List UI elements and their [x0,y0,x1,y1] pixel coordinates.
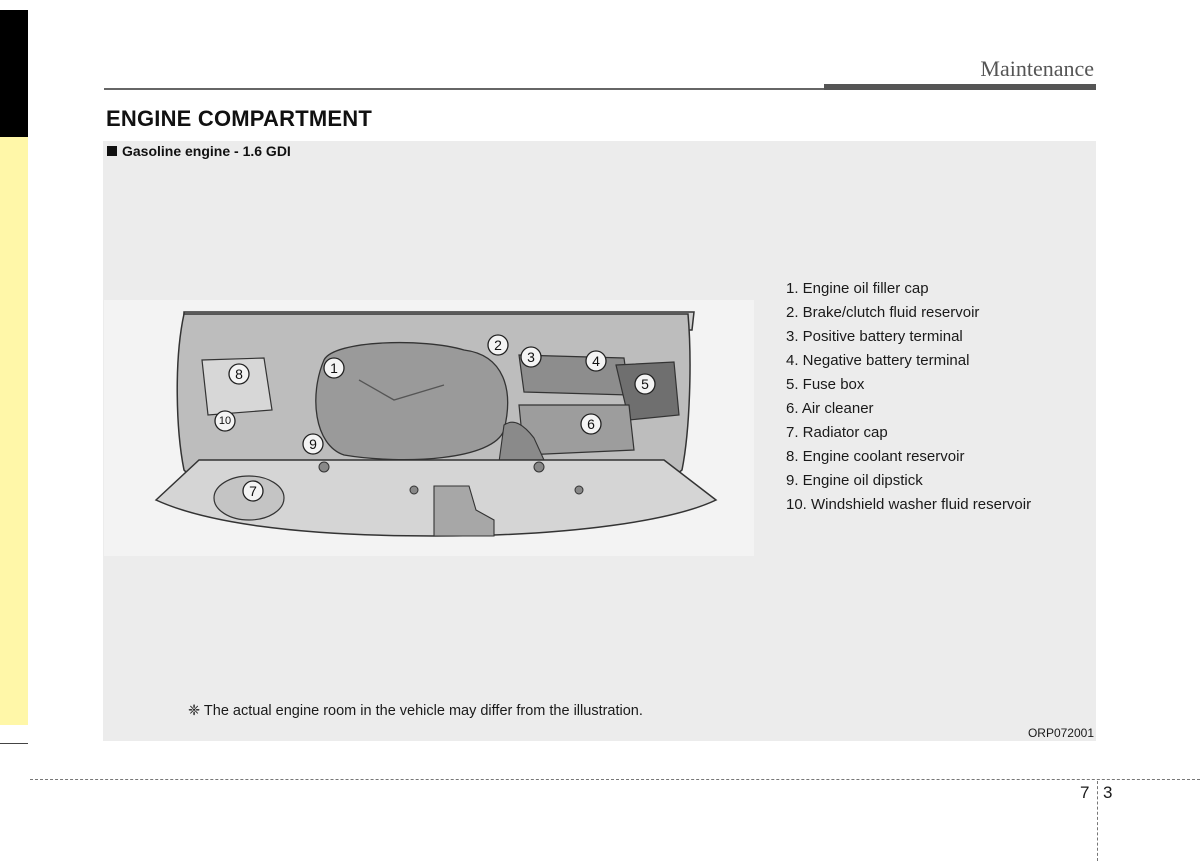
legend-item: 7. Radiator cap [786,424,888,441]
side-rule [0,743,28,744]
header-rule-thick [824,84,1096,90]
svg-text:7: 7 [249,483,257,499]
legend-item: 1. Engine oil filler cap [786,280,929,297]
footer-rule [30,779,1200,780]
callout-5 [635,374,655,394]
callout-7 [243,481,263,501]
engine-illustration [104,300,754,556]
callout-1 [324,358,344,378]
legend-item: 9. Engine oil dipstick [786,472,923,489]
callout-10 [215,411,235,431]
legend-item: 4. Negative battery terminal [786,352,970,369]
page-number: 3 [1103,783,1113,802]
figure-code: ORP072001 [1027,726,1094,740]
svg-text:4: 4 [592,353,600,369]
square-bullet-icon [107,146,117,156]
legend-item: 10. Windshield washer fluid reservoir [786,496,1032,513]
svg-text:8: 8 [235,366,243,382]
figure-caption-text: Gasoline engine - 1.6 GDI [122,143,291,159]
svg-text:9: 9 [309,436,317,452]
illustration-note: ❈ The actual engine room in the vehicle may differ from the illustration. [188,703,643,719]
component-legend [786,280,1031,520]
callout-4 [586,351,606,371]
chapter-tab-black [0,10,28,137]
legend-item: 2. Brake/clutch fluid reservoir [786,304,980,321]
header-rule [104,88,824,90]
callout-3 [521,347,541,367]
callout-9 [303,434,323,454]
svg-text:2: 2 [494,337,502,353]
legend-item: 8. Engine coolant reservoir [786,448,965,465]
chapter-number: 7 [1080,783,1090,802]
svg-text:5: 5 [641,376,649,392]
figure-caption [107,143,291,159]
callout-2 [488,335,508,355]
legend-item: 3. Positive battery terminal [786,328,963,345]
page-number-separator [1097,781,1098,861]
svg-text:10: 10 [218,415,232,427]
callout-8 [229,364,249,384]
callout-6 [581,414,601,434]
legend-item: 6. Air cleaner [786,400,874,417]
chapter-tab-yellow [0,137,28,725]
svg-text:1: 1 [330,360,338,376]
legend-item: 5. Fuse box [786,376,865,393]
svg-text:6: 6 [587,416,595,432]
header-title: Maintenance [980,56,1094,81]
section-title: ENGINE COMPARTMENT [106,106,372,131]
svg-text:3: 3 [527,349,535,365]
